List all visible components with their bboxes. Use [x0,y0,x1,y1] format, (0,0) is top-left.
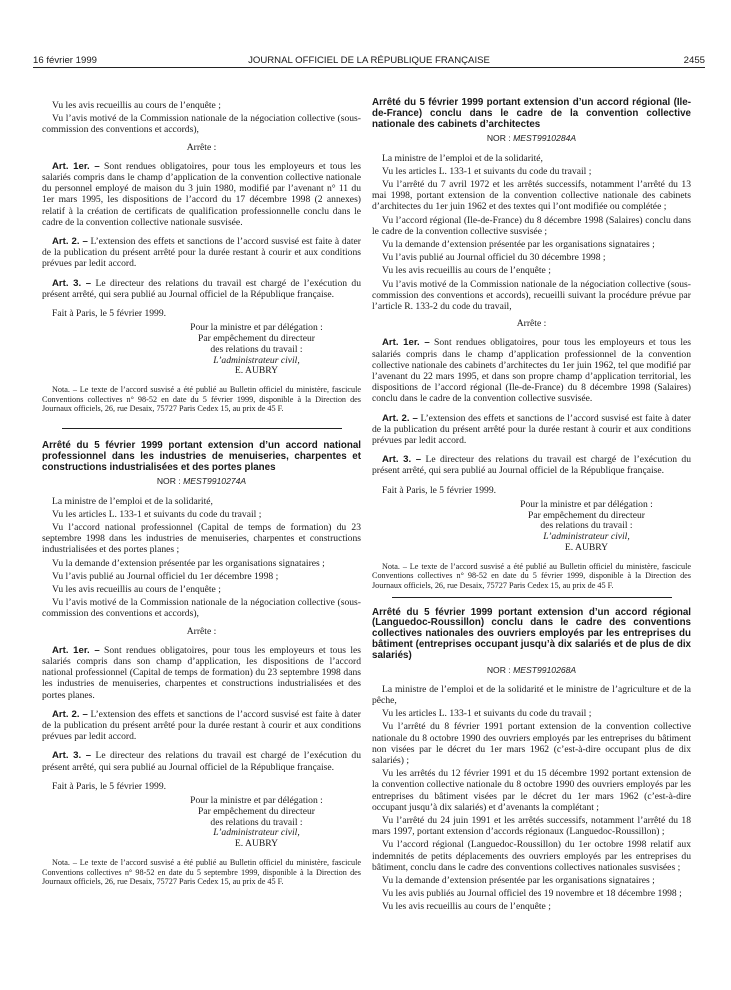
article-1 [42,161,361,228]
article-number: Art. 3. – [382,454,422,466]
article-number: Art. 3. – [52,277,92,289]
fait-a-paris: Fait à Paris, le 5 février 1999. [52,780,167,792]
visa: La ministre de l’emploi et de la solidarité et le ministre de l’agriculture et de la pêche, [372,683,691,707]
nor-reference: NOR : MEST9910284A [486,133,577,144]
visa: Vu les avis recueillis au cours de l’enquête ; [382,901,551,913]
article-text: L’extension des effets et sanctions de l’accord susvisé est faite à dater de la publication du présent arrêté pour la durée restant à courir et aux conditions prévues par ledit accord. [42,708,361,743]
visa: Vu la demande d’extension présentée par les organisations signataires ; [382,239,655,251]
arrete-label: Arrête : [186,625,217,637]
nota: Nota. – Le texte de l’accord susvisé a été publié au Bulletin officiel du ministère, fascicule Conventions collectives n° 98-52 en date du 5 février 1999, disponible à la Direction des Journaux officiels, 26, rue Desaix, 75727 Paris Cedex 15, au prix de 45 F. [42,385,361,414]
visa: Vu les articles L. 133-1 et suivants du code du travail ; [382,708,592,720]
article-text: L’extension des effets et sanctions de l’accord susvisé est faite à dater de la publication du présent arrêté pour la durée restant à courir et aux conditions prévues par ledit accord. [372,412,691,447]
article-text: Le directeur des relations du travail est chargé de l’exécution du présent arrêté, qui sera publié au Journal officiel de la République française. [42,277,361,300]
article-2 [42,709,361,743]
signature-line: des relations du travail : [210,816,303,828]
nor-reference: NOR : MEST9910268A [486,664,577,675]
section-title: Arrêté du 5 février 1999 portant extension d’un accord régional (Ile-de-France) conclu dans le cadre de la convention collective nationale des cabinets d’architectes [372,97,691,130]
section-divider [392,597,672,598]
visa: Vu l’arrêté du 24 juin 1991 et les arrêtés successifs, notamment l’arrêté du 18 mars 1997, portant extension d’accords régionaux (Languedoc-Roussillon) ; [372,815,691,838]
nota: Nota. – Le texte de l’accord susvisé a été publié au Bulletin officiel du ministère, fascicule Conventions collectives n° 98-52 en date du 5 février 1999, disponible à la Direction des Journaux officiels, 26, rue Desaix, 75727 Paris Cedex 15, au prix de 45 F. [372,561,691,591]
article-3 [372,454,691,476]
visa: Vu l’avis motivé de la Commission nationale de la négociation collective (sous-commission des conventions et accords), [42,597,361,620]
visa: Vu l’accord national professionnel (Capital de temps de formation) du 23 septembre 1998 dans les industries de menuiseries, charpentes et constructions industrialisées et des portes planes ; [42,522,361,556]
article-text: Sont rendues obligatoires, pour tous les employeurs et tous les salariés compris dans le champ d’application professionnel de la convention collective nationale des cabinets d’architectes du 1er juin 1962, tel que modifié par l’avenant du 22 mars 1995, et dans son propre champ d’application territorial, les dispositions de l’accord régional (Ile-de-France) du 8 décembre 1998 (Salaires) conclu dans le cadre de la convention collective susvisée. [372,337,692,405]
section-title: Arrêté du 5 février 1999 portant extension d’un accord régional (Languedoc-Roussillon) conclu dans le cadre des conventions collectives nationales des ouvriers employés par les entreprises du bâtiment (entreprises occupant jusqu’à dix salariés et de plus de dix salariés) [372,606,691,661]
visa: La ministre de l’emploi et de la solidarité, [382,152,543,164]
article-1 [372,337,691,404]
signature-line: des relations du travail : [210,343,303,355]
signature-block [42,796,361,850]
article-3 [42,278,361,300]
visa: Vu les articles L. 133-1 et suivants du code du travail ; [52,508,262,520]
signature-block [42,323,361,377]
signatory-name: E. AUBRY [564,542,609,554]
article-3 [42,750,361,772]
visa: Vu les avis publiés au Journal officiel des 19 novembre et 18 décembre 1998 ; [382,888,682,900]
visa: Vu l’arrêté du 8 février 1991 portant extension de la convention collective nationale du 8 octobre 1990 des ouvriers employés par les entreprises du bâtiment non visées par le décret du 1er mars 1962 (c’est-à-dire occupant plus de dix salariés) ; [372,721,691,767]
article-number: Art. 2. – [52,236,88,248]
signature-line: des relations du travail : [540,520,633,532]
visa: Vu l’arrêté du 7 avril 1972 et les arrêtés successifs, notamment l’arrêté du 13 mai 1998, portant extension de la convention collective nationale des cabinets d’architectes du 1er juin 1962 et des textes qui l’ont modifiée ou complétée ; [372,179,691,213]
visa: Vu l’accord régional (Ile-de-France) du 8 décembre 1998 (Salaires) conclu dans le cadre de la convention collective susvisée ; [372,214,691,237]
visa: Vu les articles L. 133-1 et suivants du code du travail ; [382,165,592,177]
visa: La ministre de l’emploi et de la solidarité, [52,495,213,507]
signature-line: L’administrateur civil, [213,827,300,839]
nota: Nota. – Le texte de l’accord susvisé a été publié au Bulletin officiel du ministère, fascicule Conventions collectives n° 98-52 en date du 5 septembre 1999, disponible à la Direction des Journaux officiels, 26, rue Desaix, 75727 Paris Cedex 15, au prix de 45 F. [42,858,361,887]
visa: Vu les avis recueillis au cours de l’enquête ; [52,100,221,111]
signature-block [372,500,691,554]
article-text: Sont rendues obligatoires, pour tous les employeurs et tous les salariés compris dans son champ d’application, les dispositions de l’accord national professionnel (Capital de temps de formation) du 23 septembre 1998 dans les industries de menuiseries, charpentes et constructions industrialisées et des portes planes. [42,644,362,701]
header-date: 16 février 1999 [33,55,97,66]
left-column [42,100,361,887]
arrete-label: Arrête : [516,318,547,330]
article-text: Le directeur des relations du travail est chargé de l’exécution du présent arrêté, qui sera publié au Journal officiel de la République française. [372,454,691,477]
visa: Vu les avis recueillis au cours de l’enquête ; [52,584,221,596]
article-text: L’extension des effets et sanctions de l’accord susvisé est faite à dater de la publication du présent arrêté pour la durée restant à courir et aux conditions prévues par ledit accord. [42,236,361,270]
article-1 [42,645,361,701]
signature-line: Par empêchement du directeur [198,333,315,345]
article-text: Sont rendues obligatoires, pour tous les employeurs et tous les salariés compris dans le champ d’application de la convention collective nationale du personnel employé de maison du 3 juin 1980, modifié par l’avenant n° 11 du 1er mars 1995, les dispositions de l’accord du 17 décembre 1998 (2 annexes) relatif à la création de certificats de qualification professionnelle conclu dans le cadre de la convention collective nationale susvisée. [42,160,362,228]
visa: Vu l’accord régional (Languedoc-Roussillon) du 1er octobre 1998 relatif aux indemnités de petits déplacements des ouvriers employés par les entreprises du bâtiment, conclu dans le cadre des conventions collectives nationales susvisées ; [372,839,691,873]
article-number: Art. 2. – [52,708,88,720]
visa: Vu l’avis motivé de la Commission nationale de la négociation collective (sous-commission des conventions et accords), recueilli suivant la procédure prévue par l’article R. 133-2 du code du travail, [372,278,691,313]
article-2 [372,413,691,447]
signatory-name: E. AUBRY [234,365,279,377]
article-number: Art. 1er. – [52,644,100,656]
article-text: Le directeur des relations du travail est chargé de l’exécution du présent arrêté, qui sera publié au Journal officiel de la République française. [42,750,361,773]
visa: Vu la demande d’extension présentée par les organisations signataires ; [52,557,325,569]
fait-a-paris: Fait à Paris, le 5 février 1999. [52,308,167,320]
signature-line: Pour la ministre et par délégation : [190,322,323,334]
article-number: Art. 2. – [382,412,418,424]
signature-line: L’administrateur civil, [543,531,630,543]
signature-line: Par empêchement du directeur [198,805,315,817]
signature-line: Pour la ministre et par délégation : [520,498,653,510]
visa: Vu l’avis publié au Journal officiel du 30 décembre 1998 ; [382,252,606,264]
arrete-label: Arrête : [186,141,217,153]
article-2 [42,236,361,270]
section-divider [62,428,342,429]
visa: Vu les avis recueillis au cours de l’enquête ; [382,265,551,277]
page-number: 2455 [683,55,705,66]
article-number: Art. 1er. – [382,337,430,349]
signatory-name: E. AUBRY [234,838,279,850]
page-header [33,55,705,68]
fait-a-paris: Fait à Paris, le 5 février 1999. [382,484,497,496]
signature-line: Pour la ministre et par délégation : [190,795,323,807]
right-column [372,98,691,915]
article-number: Art. 1er. – [52,160,100,172]
visa: Vu la demande d’extension présentée par les organisations signataires ; [382,875,655,887]
signature-line: L’administrateur civil, [213,354,300,366]
visa: Vu l’avis publié au Journal officiel du 1er décembre 1998 ; [52,570,279,582]
article-number: Art. 3. – [52,750,92,762]
section-title: Arrêté du 5 février 1999 portant extension d’un accord national professionnel dans les industries de menuiseries, charpentes et constructions industrialisées et des portes planes [42,440,361,473]
journal-title: JOURNAL OFFICIEL DE LA RÉPUBLIQUE FRANÇAISE [248,55,490,66]
visa: Vu les arrêtés du 12 février 1991 et du 15 décembre 1992 portant extension de la convention collective nationale du 8 octobre 1990 des ouvriers employés par les entreprises du bâtiment visées par le décret du 1er mars 1962 (c’est-à-dire occupant jusqu’à dix salariés) et d’avenants la complétant ; [372,768,691,813]
visa: Vu l’avis motivé de la Commission nationale de la négociation collective (sous-commission des conventions et accords), [42,113,361,136]
nor-reference: NOR : MEST9910274A [156,476,247,487]
signature-line: Par empêchement du directeur [528,509,645,521]
